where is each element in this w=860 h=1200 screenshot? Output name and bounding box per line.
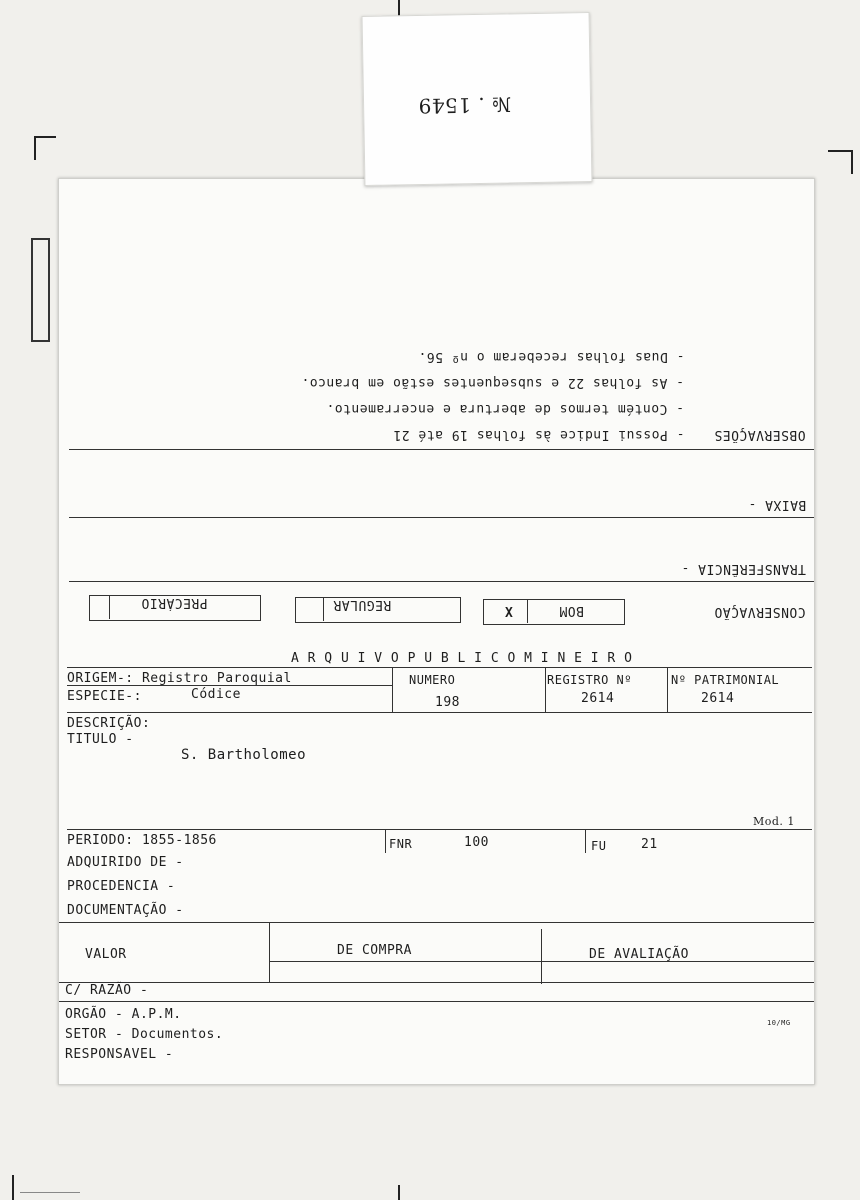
observacao-line-1: - Possui Indice às folhas 19 até 21 [392, 427, 684, 442]
razao-bottom-line [59, 1001, 814, 1002]
periodo-top-line [67, 829, 812, 830]
fnr-divider [385, 829, 386, 853]
compra-divider [269, 922, 270, 982]
patrimonial-divider [667, 667, 668, 713]
checkbox-precario-tick [109, 595, 110, 619]
bottom-edge-line [20, 1192, 80, 1193]
tag-number: № . 1549 [417, 92, 512, 119]
especie-value: Códice [191, 687, 241, 702]
conservacao-mark: X [505, 606, 514, 621]
mod-label: Mod. 1 [753, 815, 795, 828]
descricao-label: DESCRIÇÃO: [67, 716, 151, 731]
adquirido-label: ADQUIRIDO DE - [67, 855, 184, 870]
fu-label: FU [591, 839, 607, 853]
option-bom: BOM [559, 603, 584, 618]
number-tag [362, 12, 593, 186]
compra-label: DE COMPRA [337, 943, 412, 958]
baixa-label: BAIXA - [747, 497, 806, 512]
crop-mark-left-v [34, 136, 36, 160]
conservacao-label: CONSERVAÇÃO [714, 604, 806, 619]
valor-bottom-line [59, 982, 814, 983]
periodo-field: PERIODO: 1855-1856 [67, 833, 217, 848]
valor-label: VALOR [85, 947, 127, 962]
divider-baixa [69, 517, 814, 518]
numero-divider [392, 667, 393, 713]
option-regular: REGULAR [333, 597, 392, 612]
observacoes-label: OBSERVAÇÕES [714, 427, 806, 442]
observacao-line-3: - As folhas 22 e subsequentes estão em branco. [300, 375, 684, 390]
avaliacao-divider [541, 929, 542, 984]
registro-divider [545, 667, 546, 713]
checkbox-regular-tick [323, 597, 324, 621]
print-code: 10/MG [767, 1019, 791, 1027]
fnr-label: FNR [389, 837, 413, 851]
fnr-value: 100 [464, 835, 489, 850]
razao-label: C/ RAZÃO - [65, 983, 149, 998]
numero-label: NUMERO [409, 673, 456, 687]
registro-label: REGISTRO Nº [547, 673, 632, 687]
orgao-field: ORGÃO - A.P.M. [65, 1007, 182, 1022]
numero-value: 198 [435, 695, 460, 710]
documentacao-label: DOCUMENTAÇÃO - [67, 903, 184, 918]
responsavel-label: RESPONSAVEL - [65, 1047, 174, 1062]
patrimonial-value: 2614 [701, 691, 735, 706]
table-top-line [67, 667, 812, 668]
crop-mark-bottom [398, 1185, 400, 1200]
titulo-label: TITULO - [67, 732, 134, 747]
valor-top-line [59, 922, 814, 923]
valor-sub-line [269, 961, 814, 962]
crop-mark-left [34, 136, 56, 138]
origem-divider [67, 685, 392, 686]
observacao-line-4: - Duas folhas receberam o nº 56. [417, 349, 684, 364]
fu-divider [585, 829, 586, 853]
divider-observacoes [69, 449, 814, 450]
transferencia-label: TRANSFERÊNCIA - [681, 561, 806, 576]
divider-transferencia [69, 581, 814, 582]
registro-value: 2614 [581, 691, 615, 706]
crop-mark-right-v [851, 150, 853, 174]
checkbox-bom-tick [527, 599, 528, 623]
titulo-value: S. Bartholomeo [181, 747, 307, 763]
option-precario: PRECÁRIO [141, 595, 208, 610]
crop-mark-bottom-left [12, 1175, 14, 1200]
binder-slot [31, 238, 50, 342]
fu-value: 21 [641, 837, 658, 852]
index-card [58, 178, 815, 1085]
procedencia-label: PROCEDENCIA - [67, 879, 176, 894]
especie-label: ESPECIE-: [67, 689, 142, 704]
table-mid-line [67, 712, 812, 713]
avaliacao-label: DE AVALIAÇÃO [589, 947, 689, 962]
origem-field: ORIGEM-: Registro Paroquial [67, 671, 292, 686]
archive-title: A R Q U I V O P U B L I C O M I N E I R O [291, 651, 633, 666]
patrimonial-label: Nº PATRIMONIAL [671, 673, 780, 687]
observacao-line-2: - Contém termos de abertura e encerramento. [325, 401, 684, 416]
setor-field: SETOR - Documentos. [65, 1027, 224, 1042]
crop-mark-right [828, 150, 852, 152]
